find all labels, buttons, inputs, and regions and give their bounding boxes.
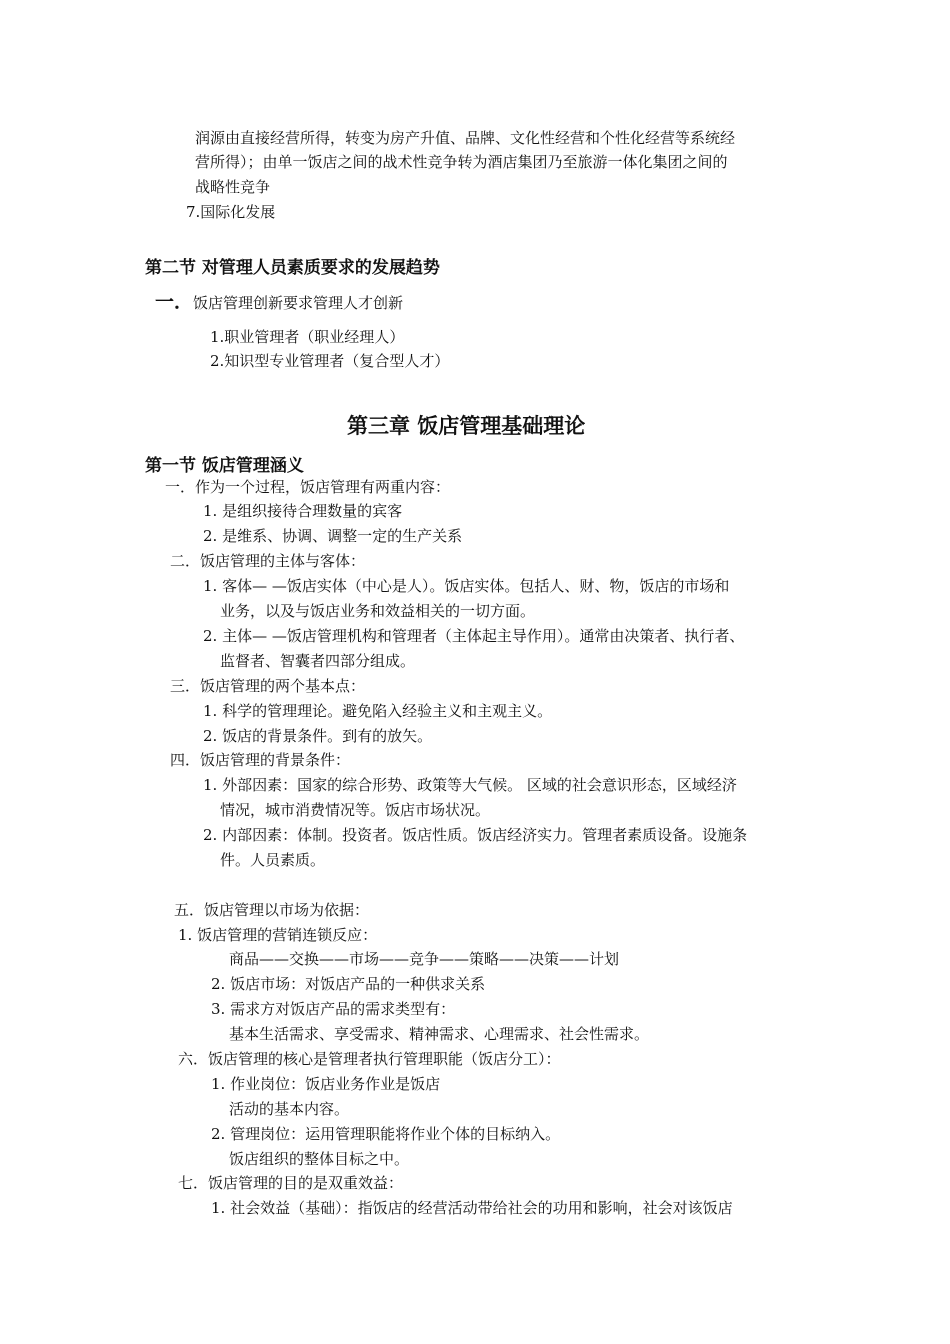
list-item: 1. 是组织接待合理数量的宾客 [203, 502, 403, 520]
list-item: 2. 内部因素：体制。投资者。饭店性质。饭店经济实力。管理者素质设备。设施条 [203, 826, 748, 844]
list-item: 2.知识型专业管理者（复合型人才） [210, 352, 450, 370]
section-heading: 第一节 饭店管理涵义 [145, 456, 304, 476]
list-item: 一．作为一个过程，饭店管理有两重内容： [165, 478, 451, 496]
list-item: 1. 外部因素：国家的综合形势、政策等大气候。 区域的社会意识形态，区域经济 [203, 776, 737, 794]
list-number: 一． [155, 291, 194, 313]
list-item: 1.职业管理者（职业经理人） [210, 328, 405, 346]
list-item: 活动的基本内容。 [229, 1100, 350, 1118]
list-text: 饭店管理创新要求管理人才创新 [193, 294, 404, 312]
list-item: 业务，以及与饭店业务和效益相关的一切方面。 [220, 602, 536, 620]
list-item: 四．饭店管理的背景条件： [170, 751, 351, 769]
list-item: 商品——交换——市场——竞争——策略——决策——计划 [229, 950, 620, 968]
list-item: 1. 作业岗位：饭店业务作业是饭店 [211, 1075, 441, 1093]
list-item [155, 291, 403, 314]
chapter-title: 第三章 饭店管理基础理论 [347, 414, 586, 438]
paragraph-line: 营所得）；由单一饭店之间的战术性竞争转为酒店集团乃至旅游一体化集团之间的 [195, 153, 728, 171]
list-item: 7.国际化发展 [186, 203, 276, 221]
list-item: 基本生活需求、享受需求、精神需求、心理需求、社会性需求。 [229, 1025, 650, 1043]
list-item: 五．饭店管理以市场为依据： [174, 901, 370, 919]
list-item: 情况，城市消费情况等。饭店市场状况。 [220, 801, 491, 819]
paragraph-line: 润源由直接经营所得，转变为房产升值、品牌、文化性经营和个性化经营等系统经 [195, 129, 736, 147]
list-item: 六．饭店管理的核心是管理者执行管理职能（饭店分工）： [178, 1050, 561, 1068]
section-heading: 第二节 对管理人员素质要求的发展趋势 [145, 258, 440, 278]
list-item: 监督者、智囊者四部分组成。 [220, 652, 416, 670]
list-item: 1. 科学的管理理论。避免陷入经验主义和主观主义。 [203, 702, 553, 720]
list-item: 三．饭店管理的两个基本点： [170, 677, 366, 695]
list-item: 2. 主体— —饭店管理机构和管理者（主体起主导作用）。通常由决策者、执行者、 [203, 627, 745, 645]
list-item: 3. 需求方对饭店产品的需求类型有： [211, 1000, 456, 1018]
list-item: 2. 管理岗位：运用管理职能将作业个体的目标纳入。 [211, 1125, 561, 1143]
list-item: 件。人员素质。 [220, 851, 326, 869]
list-item: 1. 客体— —饭店实体（中心是人）。饭店实体。包括人、财、物，饭店的市场和 [203, 577, 730, 595]
list-item: 饭店组织的整体目标之中。 [229, 1150, 410, 1168]
list-item: 七．饭店管理的目的是双重效益： [178, 1174, 404, 1192]
list-item: 2. 饭店的背景条件。到有的放矢。 [203, 727, 433, 745]
list-item: 二．饭店管理的主体与客体： [170, 552, 366, 570]
list-item: 2. 是维系、协调、调整一定的生产关系 [203, 527, 463, 545]
list-item: 1. 饭店管理的营销连锁反应： [178, 926, 378, 944]
list-item: 2. 饭店市场：对饭店产品的一种供求关系 [211, 975, 486, 993]
paragraph-line: 战略性竞争 [195, 178, 271, 196]
list-item: 1. 社会效益（基础）：指饭店的经营活动带给社会的功用和影响，社会对该饭店 [211, 1199, 733, 1217]
